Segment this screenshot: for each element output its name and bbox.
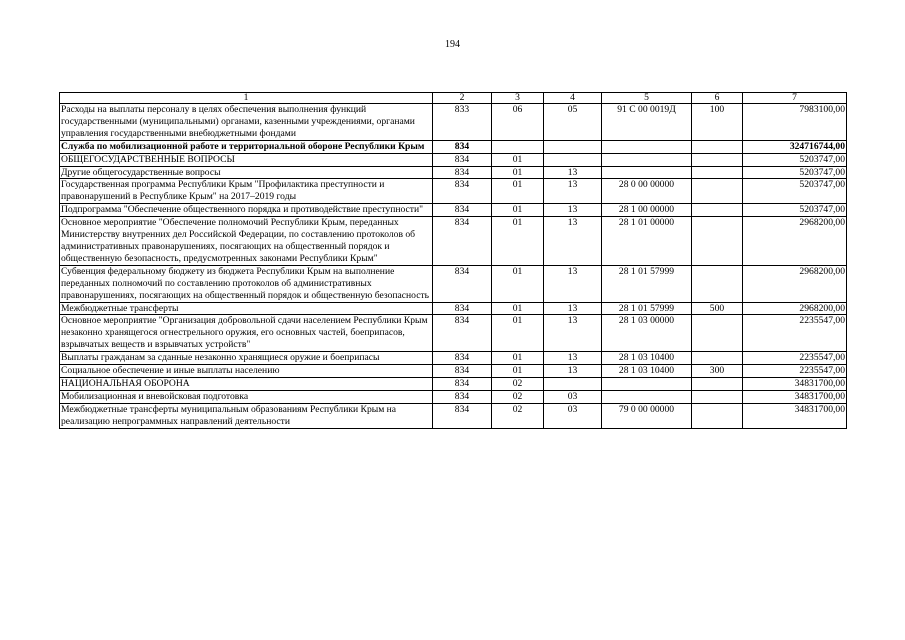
cell-grbs: 834 [433,153,492,166]
cell-grbs: 833 [433,104,492,141]
cell-expense-type: 100 [692,104,743,141]
cell-subsection [544,153,602,166]
cell-subsection: 13 [544,302,602,315]
cell-section: 02 [492,403,544,428]
cell-grbs: 834 [433,377,492,390]
cell-target-article: 28 0 00 00000 [602,179,692,204]
cell-section: 02 [492,390,544,403]
header-col-2: 2 [433,93,492,104]
cell-name: Служба по мобилизационной работе и территориальной обороне Республики Крым [60,140,433,153]
cell-name: Субвенция федеральному бюджету из бюджета Республики Крым на выполнение переданных полномочий по составлению протоколов об административных правонарушениях, посягающих на общественный порядок и общественную безопасность [60,265,433,302]
cell-expense-type [692,153,743,166]
cell-section: 01 [492,302,544,315]
table-row [60,153,847,166]
cell-grbs: 834 [433,365,492,378]
cell-target-article: 28 1 01 57999 [602,265,692,302]
table-row [60,390,847,403]
header-col-3: 3 [492,93,544,104]
cell-section: 01 [492,352,544,365]
cell-expense-type [692,204,743,217]
cell-expense-type [692,166,743,179]
cell-target-article: 28 1 03 10400 [602,352,692,365]
cell-section: 01 [492,179,544,204]
table-row [60,204,847,217]
cell-amount: 5203747,00 [743,179,847,204]
cell-expense-type [692,390,743,403]
cell-amount: 34831700,00 [743,390,847,403]
cell-subsection: 03 [544,403,602,428]
cell-section: 01 [492,204,544,217]
cell-subsection [544,377,602,390]
cell-amount: 5203747,00 [743,166,847,179]
cell-name: Другие общегосударственные вопросы [60,166,433,179]
cell-name: Социальное обеспечение и иные выплаты населению [60,365,433,378]
cell-name: НАЦИОНАЛЬНАЯ ОБОРОНА [60,377,433,390]
cell-name: Выплаты гражданам за сданные незаконно хранящиеся оружие и боеприпасы [60,352,433,365]
cell-target-article [602,166,692,179]
cell-target-article [602,377,692,390]
cell-subsection: 13 [544,204,602,217]
cell-section: 01 [492,365,544,378]
budget-table-body [60,104,847,429]
header-row [60,93,847,104]
header-col-1: 1 [60,93,433,104]
cell-grbs: 834 [433,140,492,153]
cell-amount: 5203747,00 [743,153,847,166]
cell-amount: 2235547,00 [743,315,847,352]
cell-section: 01 [492,217,544,266]
cell-name: Подпрограмма "Обеспечение общественного порядка и противодействие преступности" [60,204,433,217]
cell-amount: 34831700,00 [743,403,847,428]
cell-name: Расходы на выплаты персоналу в целях обеспечения выполнения функций государственными (муниципальными) органами, казенными учреждениями, органами управления государственными внебюджетными фондами [60,104,433,141]
cell-target-article: 28 1 03 00000 [602,315,692,352]
cell-target-article: 28 1 00 00000 [602,204,692,217]
cell-target-article [602,140,692,153]
cell-expense-type [692,352,743,365]
cell-section: 01 [492,166,544,179]
cell-target-article: 28 1 03 10400 [602,365,692,378]
table-row [60,166,847,179]
cell-subsection: 13 [544,166,602,179]
cell-grbs: 834 [433,217,492,266]
cell-expense-type [692,140,743,153]
header-col-7: 7 [743,93,847,104]
table-row [60,265,847,302]
cell-section [492,140,544,153]
cell-grbs: 834 [433,179,492,204]
header-col-6: 6 [692,93,743,104]
cell-grbs: 834 [433,315,492,352]
header-col-4: 4 [544,93,602,104]
cell-name: Межбюджетные трансферты муниципальным образованиям Республики Крым на реализацию непрограммных направлений деятельности [60,403,433,428]
cell-expense-type: 300 [692,365,743,378]
cell-target-article: 79 0 00 00000 [602,403,692,428]
table-row [60,179,847,204]
table-row [60,365,847,378]
cell-name: Межбюджетные трансферты [60,302,433,315]
cell-subsection [544,140,602,153]
cell-grbs: 834 [433,166,492,179]
cell-expense-type [692,217,743,266]
cell-target-article [602,390,692,403]
table-row [60,377,847,390]
cell-subsection: 03 [544,390,602,403]
cell-name: Государственная программа Республики Крым "Профилактика преступности и правонарушений в Республике Крым" на 2017–2019 годы [60,179,433,204]
cell-subsection: 13 [544,179,602,204]
cell-grbs: 834 [433,352,492,365]
table-row [60,140,847,153]
cell-name: ОБЩЕГОСУДАРСТВЕННЫЕ ВОПРОСЫ [60,153,433,166]
cell-expense-type: 500 [692,302,743,315]
cell-amount: 2968200,00 [743,217,847,266]
cell-name: Основное мероприятие "Организация добровольной сдачи населением Республики Крым незаконно хранящегося огнестрельного оружия, его основных частей, боеприпасов, взрывчатых веществ и взрывчатых устройств" [60,315,433,352]
table-row [60,403,847,428]
budget-table [59,92,847,429]
cell-subsection: 13 [544,352,602,365]
cell-subsection: 13 [544,217,602,266]
page-number: 194 [445,39,460,50]
cell-expense-type [692,403,743,428]
cell-section: 01 [492,153,544,166]
header-col-5: 5 [602,93,692,104]
cell-expense-type [692,315,743,352]
cell-amount: 2235547,00 [743,365,847,378]
table-row [60,352,847,365]
cell-target-article [602,153,692,166]
cell-amount: 2968200,00 [743,302,847,315]
cell-section: 01 [492,265,544,302]
cell-grbs: 834 [433,302,492,315]
cell-expense-type [692,377,743,390]
table-row [60,104,847,141]
table-row [60,315,847,352]
cell-name: Мобилизационная и вневойсковая подготовка [60,390,433,403]
cell-section: 02 [492,377,544,390]
cell-amount: 324716744,00 [743,140,847,153]
cell-subsection: 13 [544,265,602,302]
table-row [60,217,847,266]
cell-subsection: 05 [544,104,602,141]
cell-expense-type [692,179,743,204]
cell-expense-type [692,265,743,302]
cell-subsection: 13 [544,315,602,352]
cell-target-article: 91 С 00 0019Д [602,104,692,141]
cell-amount: 34831700,00 [743,377,847,390]
cell-target-article: 28 1 01 00000 [602,217,692,266]
cell-target-article: 28 1 01 57999 [602,302,692,315]
cell-grbs: 834 [433,265,492,302]
cell-amount: 2968200,00 [743,265,847,302]
cell-section: 01 [492,315,544,352]
cell-grbs: 834 [433,204,492,217]
cell-grbs: 834 [433,403,492,428]
table-row [60,302,847,315]
cell-subsection: 13 [544,365,602,378]
cell-amount: 5203747,00 [743,204,847,217]
cell-grbs: 834 [433,390,492,403]
cell-amount: 7983100,00 [743,104,847,141]
cell-amount: 2235547,00 [743,352,847,365]
cell-section: 06 [492,104,544,141]
cell-name: Основное мероприятие "Обеспечение полномочий Республики Крым, переданных Министерству внутренних дел Российской Федерации, по составлению протоколов об административных правонарушениях, посягающих на общественный порядок и общественную безопасность, предусмотренных законами Республики Крым" [60,217,433,266]
